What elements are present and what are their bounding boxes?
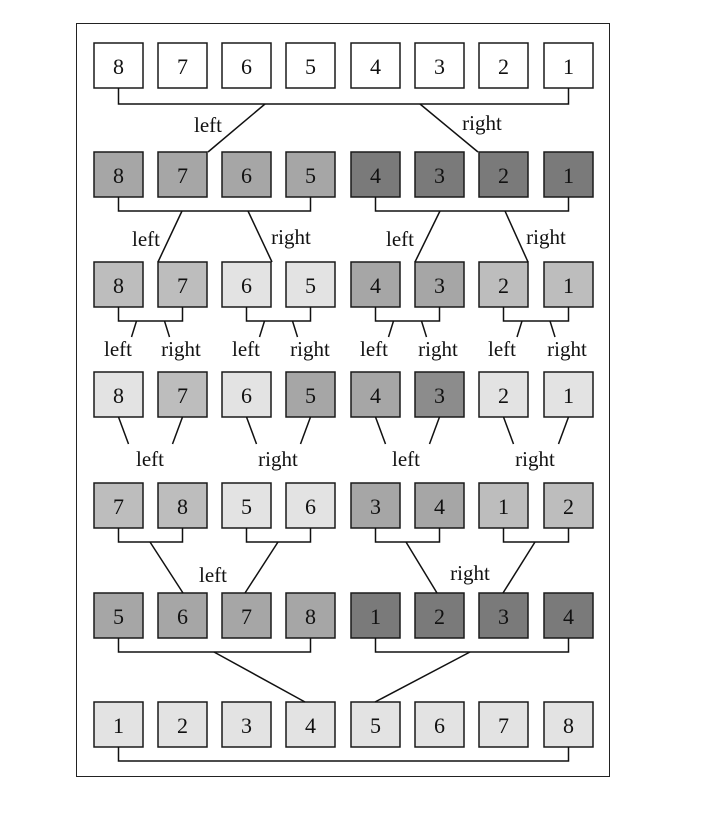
svg-text:8: 8 — [113, 383, 124, 408]
label-right-4-4: right — [515, 447, 555, 471]
cell-split-2-7 — [479, 262, 528, 307]
cell-merge-1-5 — [351, 483, 400, 528]
cell-input-6 — [415, 43, 464, 88]
cell-split-2-8 — [544, 262, 593, 307]
split-line — [422, 321, 427, 337]
svg-text:8: 8 — [113, 54, 124, 79]
cell-merge-2-7 — [479, 593, 528, 638]
cell-merge-2-1 — [94, 593, 143, 638]
cell-output-7 — [479, 702, 528, 747]
svg-text:2: 2 — [177, 713, 188, 738]
label-right-4-2: right — [258, 447, 298, 471]
svg-text:5: 5 — [241, 494, 252, 519]
label-left-3-2: left — [232, 337, 260, 361]
merge-line — [301, 417, 311, 444]
svg-text:6: 6 — [305, 494, 316, 519]
label-left-4-3: left — [392, 447, 420, 471]
svg-text:6: 6 — [177, 604, 188, 629]
split-line — [158, 211, 182, 262]
split-line — [165, 321, 170, 337]
svg-text:8: 8 — [113, 163, 124, 188]
cell-input-5 — [351, 43, 400, 88]
svg-text:7: 7 — [177, 54, 188, 79]
bracket-merge-1-3 — [376, 528, 440, 542]
merge-line — [173, 417, 183, 444]
split-line — [132, 321, 137, 337]
bracket-split-2-4 — [504, 307, 569, 321]
svg-text:1: 1 — [563, 54, 574, 79]
bracket-merge-2-left — [119, 638, 311, 652]
cell-input-2 — [158, 43, 207, 88]
svg-text:4: 4 — [370, 163, 381, 188]
merge-line — [119, 417, 129, 444]
cell-merge-1-4 — [286, 483, 335, 528]
cell-split-2-5 — [351, 262, 400, 307]
cell-split-1-3 — [222, 152, 271, 197]
cell-split-1-4 — [286, 152, 335, 197]
svg-text:4: 4 — [563, 604, 574, 629]
svg-text:6: 6 — [241, 163, 252, 188]
merge-line — [504, 417, 514, 444]
label-left-2b: left — [386, 227, 414, 251]
svg-text:3: 3 — [434, 383, 445, 408]
merge-line — [559, 417, 569, 444]
cell-merge-1-8 — [544, 483, 593, 528]
svg-text:5: 5 — [305, 383, 316, 408]
bracket-merge-1-4 — [504, 528, 569, 542]
svg-text:2: 2 — [563, 494, 574, 519]
cell-split-3-2 — [158, 372, 207, 417]
cell-output-3 — [222, 702, 271, 747]
cell-split-2-4 — [286, 262, 335, 307]
svg-text:8: 8 — [177, 494, 188, 519]
bracket-output — [119, 747, 569, 761]
label-left-1: left — [194, 113, 222, 137]
svg-text:8: 8 — [305, 604, 316, 629]
cell-split-3-7 — [479, 372, 528, 417]
cell-split-1-7 — [479, 152, 528, 197]
split-line — [260, 321, 265, 337]
svg-text:1: 1 — [563, 163, 574, 188]
cell-split-1-5 — [351, 152, 400, 197]
label-right-5: right — [450, 561, 490, 585]
cell-merge-2-3 — [222, 593, 271, 638]
svg-text:5: 5 — [113, 604, 124, 629]
merge-line — [247, 417, 257, 444]
svg-text:6: 6 — [241, 54, 252, 79]
svg-text:1: 1 — [113, 713, 124, 738]
bracket-split-2-1 — [119, 307, 183, 321]
split-line — [415, 211, 440, 262]
cell-split-1-1 — [94, 152, 143, 197]
svg-text:2: 2 — [498, 54, 509, 79]
cell-merge-2-4 — [286, 593, 335, 638]
merge-line — [214, 652, 305, 702]
label-left-5: left — [199, 563, 227, 587]
split-line — [505, 211, 528, 262]
svg-text:7: 7 — [177, 273, 188, 298]
cell-input-8 — [544, 43, 593, 88]
cell-output-6 — [415, 702, 464, 747]
label-right-2a: right — [271, 225, 311, 249]
cell-merge-1-1 — [94, 483, 143, 528]
svg-text:8: 8 — [113, 273, 124, 298]
cell-split-1-6 — [415, 152, 464, 197]
bracket-merge-1-1 — [119, 528, 183, 542]
bracket-merge-2-right — [376, 638, 569, 652]
svg-text:1: 1 — [563, 273, 574, 298]
merge-line — [375, 652, 470, 702]
svg-text:5: 5 — [305, 273, 316, 298]
cell-input-3 — [222, 43, 271, 88]
cell-split-3-4 — [286, 372, 335, 417]
svg-text:3: 3 — [241, 713, 252, 738]
cell-split-1-2 — [158, 152, 207, 197]
svg-text:6: 6 — [241, 383, 252, 408]
label-right-3-4: right — [547, 337, 587, 361]
split-line — [293, 321, 298, 337]
cell-input-1 — [94, 43, 143, 88]
cell-split-2-1 — [94, 262, 143, 307]
bracket-split-2-3 — [376, 307, 440, 321]
svg-text:4: 4 — [370, 54, 381, 79]
cell-merge-1-2 — [158, 483, 207, 528]
split-line — [389, 321, 394, 337]
cell-merge-1-3 — [222, 483, 271, 528]
svg-text:2: 2 — [498, 273, 509, 298]
svg-text:1: 1 — [563, 383, 574, 408]
svg-text:3: 3 — [434, 163, 445, 188]
label-left-2a: left — [132, 227, 160, 251]
svg-text:8: 8 — [563, 713, 574, 738]
label-right-2b: right — [526, 225, 566, 249]
cell-output-8 — [544, 702, 593, 747]
cell-output-4 — [286, 702, 335, 747]
svg-text:7: 7 — [241, 604, 252, 629]
cell-split-2-2 — [158, 262, 207, 307]
label-left-3-1: left — [104, 337, 132, 361]
merge-line — [245, 542, 278, 593]
svg-text:5: 5 — [305, 163, 316, 188]
svg-text:5: 5 — [305, 54, 316, 79]
svg-text:2: 2 — [498, 383, 509, 408]
cell-merge-2-5 — [351, 593, 400, 638]
svg-text:3: 3 — [498, 604, 509, 629]
svg-text:1: 1 — [498, 494, 509, 519]
cell-merge-2-2 — [158, 593, 207, 638]
cell-split-3-6 — [415, 372, 464, 417]
split-line — [550, 321, 555, 337]
label-right-3-3: right — [418, 337, 458, 361]
cell-output-2 — [158, 702, 207, 747]
svg-text:7: 7 — [177, 163, 188, 188]
merge-line — [430, 417, 440, 444]
svg-text:1: 1 — [370, 604, 381, 629]
svg-text:7: 7 — [113, 494, 124, 519]
label-right-3-2: right — [290, 337, 330, 361]
cell-split-3-5 — [351, 372, 400, 417]
cell-split-3-1 — [94, 372, 143, 417]
merge-line — [376, 417, 386, 444]
bracket-split-1-left — [119, 197, 311, 211]
cell-output-5 — [351, 702, 400, 747]
svg-text:5: 5 — [370, 713, 381, 738]
split-line — [248, 211, 272, 262]
svg-text:2: 2 — [434, 604, 445, 629]
label-left-3-4: left — [488, 337, 516, 361]
cell-split-3-8 — [544, 372, 593, 417]
merge-line — [503, 542, 535, 593]
bracket-merge-1-2 — [247, 528, 311, 542]
svg-text:4: 4 — [305, 713, 316, 738]
svg-text:4: 4 — [370, 273, 381, 298]
cell-split-3-3 — [222, 372, 271, 417]
label-left-4-1: left — [136, 447, 164, 471]
svg-text:3: 3 — [434, 54, 445, 79]
label-left-3-3: left — [360, 337, 388, 361]
cell-merge-2-8 — [544, 593, 593, 638]
bracket-split-1-right — [376, 197, 569, 211]
cell-split-2-6 — [415, 262, 464, 307]
bracket-split-2-2 — [247, 307, 311, 321]
svg-text:4: 4 — [370, 383, 381, 408]
svg-text:3: 3 — [434, 273, 445, 298]
cell-input-4 — [286, 43, 335, 88]
label-right-1: right — [462, 111, 502, 135]
label-right-3-1: right — [161, 337, 201, 361]
cell-merge-2-6 — [415, 593, 464, 638]
svg-text:7: 7 — [498, 713, 509, 738]
split-line — [517, 321, 522, 337]
merge-line — [406, 542, 437, 593]
svg-text:7: 7 — [177, 383, 188, 408]
cell-split-1-8 — [544, 152, 593, 197]
svg-text:4: 4 — [434, 494, 445, 519]
cell-merge-1-7 — [479, 483, 528, 528]
svg-text:6: 6 — [434, 713, 445, 738]
cell-merge-1-6 — [415, 483, 464, 528]
svg-text:2: 2 — [498, 163, 509, 188]
cell-input-7 — [479, 43, 528, 88]
bracket-input — [119, 88, 569, 104]
cell-output-1 — [94, 702, 143, 747]
svg-text:6: 6 — [241, 273, 252, 298]
merge-line — [150, 542, 183, 593]
cell-split-2-3 — [222, 262, 271, 307]
svg-text:3: 3 — [370, 494, 381, 519]
